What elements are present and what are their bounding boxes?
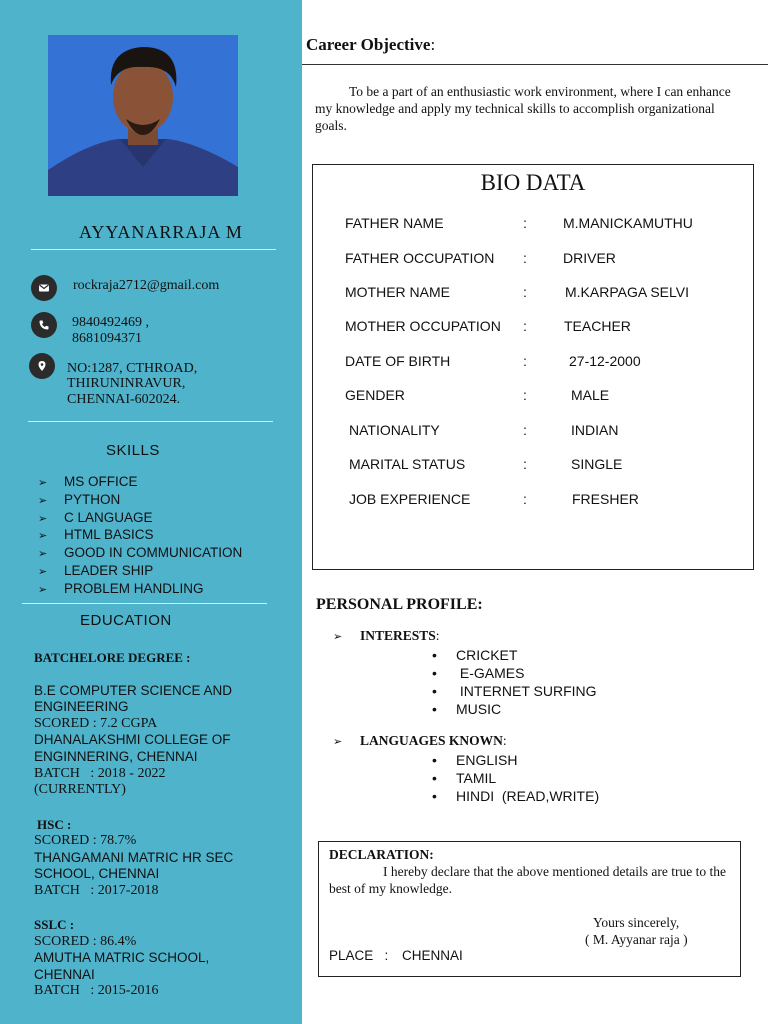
hsc-label: HSC : — [37, 817, 72, 832]
hsc-line: THANGAMANI MATRIC HR SEC — [34, 849, 234, 865]
degree-line: DHANALAKSHMI COLLEGE OF — [34, 732, 231, 748]
arrow-bullet-icon: ➢ — [38, 477, 48, 489]
bio-sep: : — [523, 318, 527, 334]
career-objective-text: To be a part of an enthusiastic work environment, where I can enhance my knowledge and apply my technical skills to accomplish organizational goals. — [315, 84, 731, 133]
interest-item: • INTERNET SURFING — [432, 682, 597, 700]
hsc-line: SCHOOL, CHENNAI — [34, 866, 160, 882]
candidate-name: AYYANARRAJA M — [79, 222, 243, 242]
personal-profile-heading: PERSONAL PROFILE: — [316, 596, 483, 613]
language-item: • TAMIL — [432, 769, 599, 787]
bio-label: JOB EXPERIENCE — [349, 491, 471, 507]
bio-value: FRESHER — [572, 491, 639, 507]
arrow-bullet-icon: ➢ — [38, 530, 48, 543]
degree-line: ENGINNERING, CHENNAI — [34, 748, 198, 764]
skill-item: ➢ PROBLEM HANDLING — [38, 581, 242, 599]
interest-item: • CRICKET — [432, 646, 597, 664]
bio-value: DRIVER — [563, 250, 616, 266]
bio-label: MARITAL STATUS — [349, 456, 466, 472]
degree-line: BATCH : 2018 - 2022 — [34, 765, 166, 781]
bio-sep: : — [523, 250, 527, 266]
hsc-details — [34, 833, 284, 899]
bio-label: FATHER OCCUPATION — [345, 250, 495, 266]
sslc-line: CHENNAI — [34, 966, 95, 982]
bio-sep: : — [523, 491, 527, 507]
divider-skills — [22, 603, 267, 604]
bio-value: M.MANICKAMUTHU — [563, 215, 693, 231]
declaration-box — [318, 841, 741, 977]
skills-heading: SKILLS — [106, 442, 160, 459]
place-label: PLACE : — [329, 948, 389, 963]
email-icon — [31, 275, 57, 301]
profile-photo-illustration — [48, 35, 238, 196]
phone-icon — [31, 312, 57, 338]
declaration-heading: DECLARATION: — [329, 847, 434, 862]
declaration-text: I hereby declare that the above mentioned details are true to the best of my knowledge. — [329, 864, 726, 896]
education-heading: EDUCATION — [80, 612, 172, 629]
arrow-bullet-icon: ➢ — [333, 631, 343, 643]
bio-label: MOTHER OCCUPATION — [345, 318, 501, 334]
interest-item: • MUSIC — [432, 700, 597, 718]
divider-contact — [28, 421, 273, 422]
address-line-1: NO:1287, CTHROAD, — [67, 361, 198, 376]
degree-line: SCORED : 7.2 CGPA — [34, 715, 158, 731]
bio-label: MOTHER NAME — [345, 284, 450, 300]
bio-label: FATHER NAME — [345, 215, 444, 231]
address-line-2: THIRUNINRAVUR, — [67, 376, 186, 391]
skill-item: ➢ GOOD IN COMMUNICATION — [38, 545, 242, 563]
bio-sep: : — [523, 387, 527, 403]
bio-value: MALE — [571, 387, 610, 403]
arrow-bullet-icon: ➢ — [38, 583, 48, 596]
career-objective-heading: Career Objective: — [306, 35, 436, 54]
degree-line: (CURRENTLY) — [34, 782, 126, 798]
bio-sep: : — [523, 353, 527, 369]
language-item: • ENGLISH — [432, 751, 599, 769]
hsc-block — [37, 817, 287, 834]
degree-block — [34, 650, 284, 799]
arrow-bullet-icon: ➢ — [38, 548, 48, 561]
languages-heading: ➢ LANGUAGES KNOWN: — [333, 733, 507, 748]
interests-heading: ➢ INTERESTS: — [333, 628, 440, 643]
profile-photo — [48, 35, 238, 196]
address-line-3: CHENNAI-602024. — [67, 392, 181, 407]
bio-sep: : — [523, 456, 527, 472]
sslc-block — [34, 917, 284, 1000]
bio-data-box — [312, 164, 754, 570]
bio-label: NATIONALITY — [349, 422, 440, 438]
phone-icon-glyph — [38, 319, 50, 331]
degree-label: BATCHELORE DEGREE : — [34, 650, 191, 665]
bio-value: 27-12-2000 — [569, 353, 641, 369]
interests-list — [432, 646, 597, 718]
arrow-bullet-icon: ➢ — [38, 494, 48, 507]
career-divider — [302, 64, 768, 65]
location-pin-icon — [29, 353, 55, 379]
place-value: CHENNAI — [402, 948, 463, 963]
declaration-closing: Yours sincerely, — [593, 915, 680, 930]
sslc-line: BATCH : 2015-2016 — [34, 983, 159, 999]
skill-item: ➢ LEADER SHIP — [38, 563, 242, 581]
sslc-line: SCORED : 86.4% — [34, 933, 137, 949]
languages-list — [432, 751, 599, 805]
bio-label: DATE OF BIRTH — [345, 353, 451, 369]
bio-value: SINGLE — [571, 456, 623, 472]
location-pin-icon-glyph — [36, 360, 48, 372]
skill-item: ➢ HTML BASICS — [38, 527, 242, 545]
bio-value: INDIAN — [571, 422, 619, 438]
bio-label: GENDER — [345, 387, 405, 403]
email-text: rockraja2712@gmail.com — [73, 278, 220, 293]
bio-value: M.KARPAGA SELVI — [565, 284, 689, 300]
hsc-line: SCORED : 78.7% — [34, 833, 137, 848]
divider-name — [31, 249, 276, 250]
skill-item: ➢ MS OFFICE — [38, 474, 242, 492]
sidebar — [0, 0, 302, 1024]
language-item: • HINDI (READ,WRITE) — [432, 787, 599, 805]
phone-primary: 9840492469 , — [72, 315, 149, 330]
skill-item: ➢ C LANGUAGE — [38, 510, 242, 528]
arrow-bullet-icon: ➢ — [333, 736, 343, 748]
skills-list — [38, 474, 242, 599]
bio-value: TEACHER — [564, 318, 631, 334]
bio-sep: : — [523, 215, 527, 231]
interest-item: • E-GAMES — [432, 664, 597, 682]
email-icon-glyph — [38, 282, 50, 294]
phone-secondary: 8681094371 — [72, 331, 142, 346]
sslc-label: SSLC : — [34, 917, 75, 932]
arrow-bullet-icon: ➢ — [38, 565, 48, 578]
arrow-bullet-icon: ➢ — [38, 512, 48, 525]
hsc-line: BATCH : 2017-2018 — [34, 882, 159, 898]
bio-sep: : — [523, 422, 527, 438]
bio-sep: : — [523, 284, 527, 300]
sslc-line: AMUTHA MATRIC SCHOOL, — [34, 950, 210, 966]
bio-data-title: BIO DATA — [480, 170, 586, 195]
degree-line: B.E COMPUTER SCIENCE AND — [34, 682, 233, 698]
degree-line: ENGINEERING — [34, 699, 129, 715]
skill-item: ➢ PYTHON — [38, 492, 242, 510]
declaration-signature: ( M. Ayyanar raja ) — [585, 932, 688, 947]
